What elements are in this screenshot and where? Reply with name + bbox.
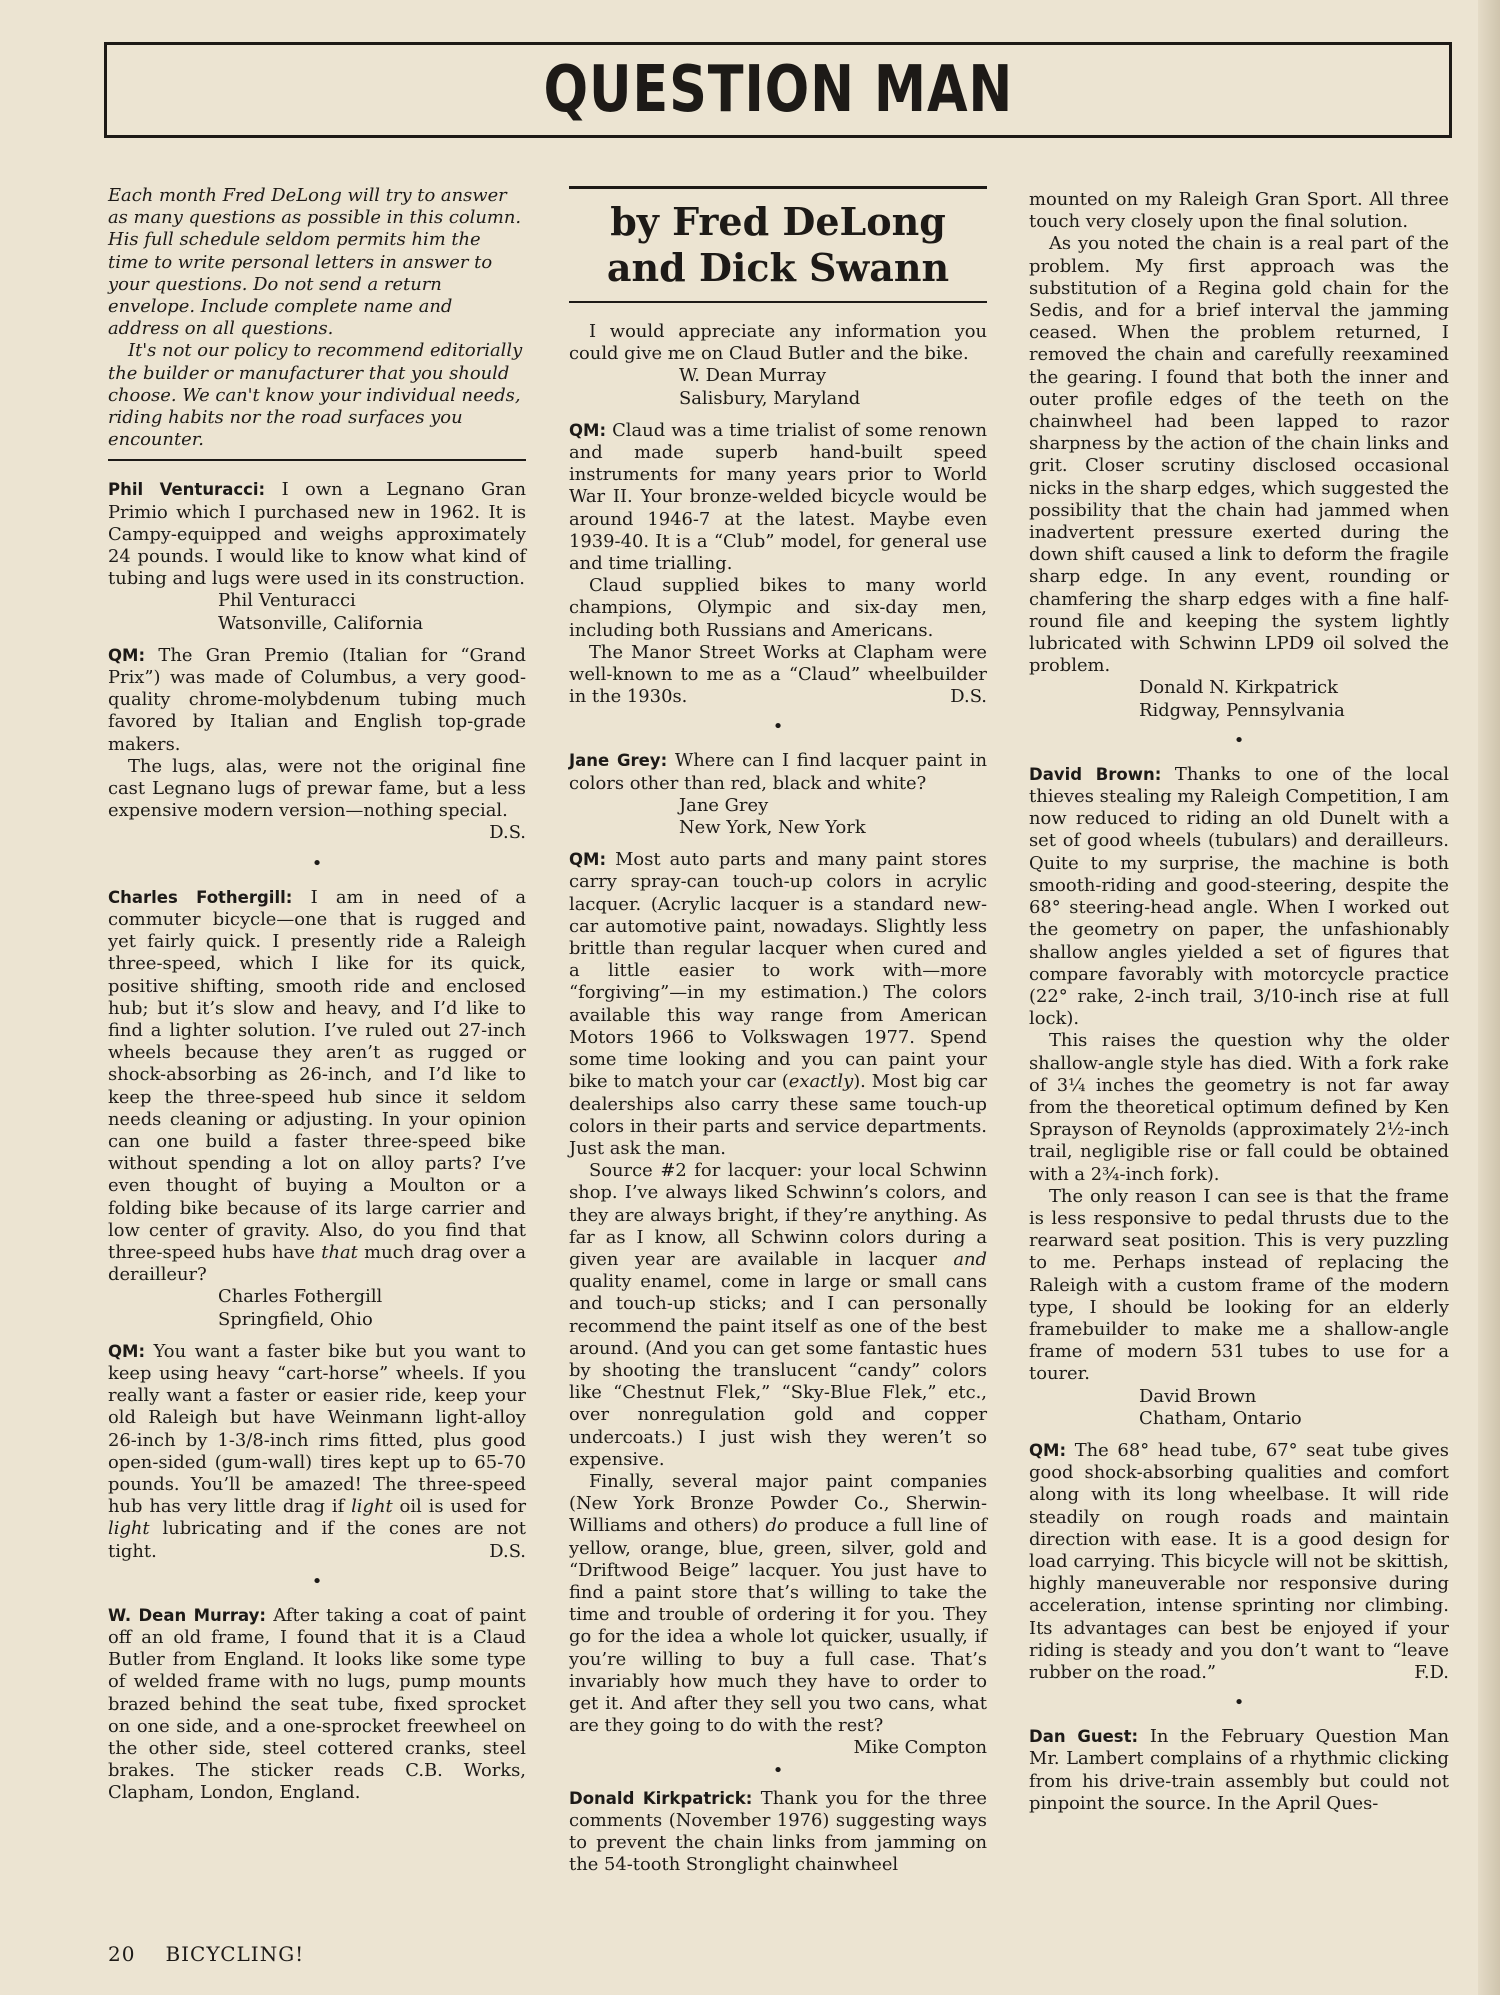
- signature: Phil Venturacci Watsonville, California: [218, 590, 424, 634]
- letter-author: W. Dean Murray:: [108, 1605, 267, 1625]
- letter-author: Phil Venturacci:: [108, 480, 266, 500]
- letter-author: Jane Grey:: [569, 751, 668, 771]
- byline-line: by Fred DeLong: [610, 199, 946, 244]
- byline: [569, 186, 987, 303]
- answer-text: The lugs, alas, were not the original fine cast Legnano lugs of prewar fame, but a less expensive modern version—nothing special.: [108, 755, 526, 822]
- answer-initials: D.S.: [489, 1540, 526, 1562]
- letter-venturacci: [108, 479, 526, 844]
- letter-author: David Brown:: [1029, 764, 1162, 784]
- column-3: [1029, 189, 1449, 1955]
- page-number: 20: [108, 1942, 136, 1966]
- answer-initials: D.S.: [950, 686, 987, 708]
- letter-grey: Jane Grey: Where can I find lacquer paint in colors other than red, black and white? Jane Grey New York, New York QM: Most auto parts and many paint stores carry spray-can touch-up colors in acrylic lacquer. (Acrylic lacquer is a standard new-car automotive paint, nowadays. Slightly less brittle than regular lacquer when cured and a little easier to work with—more “forgiving”—in my estimation.) The colors available this way range from American Motors 1966 to Volkswagen 1977. Spend some time looking and you can paint your bike to match your car (exactly). Most big car dealerships also carry these same touch-up colors in their parts and service departments. Just ask the man. Source #2 for lacquer: your local Schwinn shop. I’ve always liked Schwinn’s colors, and they are always bright, if they’re anything. As far as I know, all Schwinn colors during a given year are available in lacquer and quality enamel, come in large or small cans and touch-up sticks; and I can personally recommend the paint itself as one of the best around. (And you can get some fantastic hues by shooting the translucent “candy” colors like “Chestnut Flek,” “Sky-Blue Flek,” etc., over nonregulation gold and copper undercoats.) I just wish they weren’t so expensive. Finally, several major paint companies (New York Bronze Powder Co., Sherwin-Williams and others) do produce a full line of yellow, orange, blue, green, silver, gold and “Driftwood Beige” lacquer. You just have to find a paint store that’s willing to take the time and trouble of ordering it for you. They go for the idea a whole lot quicker, usually, if you’re willing to buy a full case. That’s invariably how much they have to order to get it. And after they sell you two cans, what are they going to do with the rest? Mike Compton: [569, 750, 987, 1759]
- answer-initials: F.D.: [1414, 1662, 1449, 1683]
- column-1: [108, 185, 526, 1955]
- answer-initials: D.S.: [489, 822, 526, 844]
- page-title: QUESTION MAN: [543, 53, 1013, 127]
- qm-label: QM:: [108, 1341, 146, 1361]
- letter-guest: Dan Guest: In the February Question Man Mr. Lambert complains of a rhythmic clicking from his drive-train assembly but could not pinpoint the source. In the April Ques-: [1029, 1726, 1450, 1814]
- section-bullet: •: [1233, 729, 1245, 751]
- letter-brown: David Brown: Thanks to one of the local thieves stealing my Raleigh Competition, I am now reduced to riding an old Dunelt with a set of good wheels (tubulars) and derailleurs. Quite to my surprise, the machine is both smooth-riding and good-steering, despite the 68° steering-head angle. When I worked out the geometry on paper, the unfashionably shallow angles yielded a set of figures that compare favorably with motorcycle practice (22° rake, 2-inch trail, 3/10-inch rise at full lock). This raises the question why the older shallow-angle style has died. With a fork rake of 3¼ inches the geometry is not far away from the theoretical optimum defined by Ken Sprayson of Reynolds (approximately 2½-inch trail, negligible rise or fall could be obtained with a 2¾-inch fork). The only reason I can see is that the frame is less responsive to pedal thrusts due to the rearward seat position. This is very puzzling to me. Perhaps instead of replacing the Raleigh with a custom frame of the modern type, I should be looking for an elderly framebuilder to make me a shallow-angle frame of modern 531 tubes to use for a tourer. David Brown Chatham, Ontario QM: The 68° head tube, 67° seat tube gives good shock-absorbing qualities and comfort along with its long wheelbase. It will ride steadily on rough roads and maintain direction with ease. It is a good design for load carrying. This bicycle will not be skittish, highly maneuverable nor responsive during acceleration, intense sprinting nor climbing. Its advantages can best be enjoyed if your riding is steady and you don’t want to “leave rubber on the road.” F.D.: [1029, 763, 1449, 1683]
- qm-label: QM:: [569, 850, 607, 870]
- answer-signoff: Mike Compton: [853, 1737, 987, 1759]
- signature: Donald N. Kirkpatrick Ridgway, Pennsylvania: [1139, 677, 1345, 721]
- intro-paragraph: It's not our policy to recommend editorially the builder or manufacturer that you should choose. We can't know your individual needs, riding habits nor the road surfaces you encounter.: [108, 340, 523, 451]
- letter-murray-continued: I would appreciate any information you could give me on Claud Butler and the bike. W. Dean Murray Salisbury, Maryland QM: Claud was a time trialist of some renown and made superb hand-built speed instruments for many years prior to World War II. Your bronze-welded bicycle would be around 1946-7 at the latest. Maybe even 1939-40. It is a “Club” model, for general use and time trialling. Claud supplied bikes to many world champions, Olympic and six-day men, including both Russians and Americans. The Manor Street Works at Clapham were well-known to me as a “Claud” wheelbuilder in the 1930s. D.S.: [569, 321, 987, 708]
- section-bullet: •: [311, 1570, 323, 1592]
- page-edge: [1478, 0, 1500, 1995]
- masthead: [104, 42, 1452, 138]
- qm-label: QM:: [108, 645, 146, 665]
- section-bullet: •: [1233, 1692, 1245, 1714]
- signature: W. Dean Murray Salisbury, Maryland: [679, 365, 861, 409]
- byline-line: and Dick Swann: [606, 245, 950, 290]
- letter-fothergill: Charles Fothergill: I am in need of a commuter bicycle—one that is rugged and yet fairly quick. I presently ride a Raleigh three-speed, which I like for its quick, positive shifting, smooth ride and enclosed hub; but it’s slow and heavy, and I’d like to find a lighter solution. I’ve ruled out 27-inch wheels because they aren’t as rugged or shock-absorbing as 26-inch, and I’d like to keep the three-speed hub since it seldom needs cleaning or adjusting. In your opinion can one build a faster three-speed bike without spending a lot on alloy parts? I’ve even thought of buying a Moulton or a folding bike because of its large carrier and low center of gravity. Also, do you find that three-speed hubs have that much drag over a derailleur? Charles Fothergill Springfield, Ohio QM: You want a faster bike but you want to keep using heavy “cart-horse” wheels. If you really want a faster or easier ride, keep your old Raleigh but have Weinmann light-alloy 26-inch by 1-3/8-inch rims fitted, plus good open-sided (gum-wall) tires kept up to 65-70 pounds. You’ll be amazed! The three-speed hub has very little drag if light oil is used for light lubricating and if the cones are not tight. D.S.: [108, 886, 526, 1562]
- qm-label: QM:: [569, 420, 607, 440]
- page-footer: [108, 1942, 334, 1966]
- letter-murray: W. Dean Murray: After taking a coat of paint off an old frame, I found that it is a Claud Butler from England. It looks like some type of welded frame with no lugs, pump mounts brazed behind the seat tube, fixed sprocket on one side, and a one-sprocket freewheel on the other side, steel cottered cranks, steel brakes. The sticker reads C.B. Works, Clapham, London, England.: [108, 1604, 526, 1804]
- letter-author: Donald Kirkpatrick:: [569, 1788, 753, 1808]
- qm-label: QM:: [1029, 1440, 1067, 1460]
- signature: Jane Grey New York, New York: [679, 794, 866, 839]
- letter-author: Dan Guest:: [1029, 1727, 1139, 1747]
- letter-text: I own a Legnano Gran Primio which I purchased new in 1962. It is Campy-equipped and weighs approximately 24 pounds. I would like to know what kind of tubing and lugs were used in its construction.: [108, 479, 526, 590]
- signature: Charles Fothergill Springfield, Ohio: [218, 1286, 383, 1330]
- letter-kirkpatrick: Donald Kirkpatrick: Thank you for the three comments (November 1976) suggesting ways to prevent the chain links from jamming on the 54-tooth Stronglight chainwheel: [569, 1787, 988, 1876]
- signature: David Brown Chatham, Ontario: [1139, 1385, 1302, 1429]
- magazine-name: BICYCLING!: [165, 1942, 305, 1966]
- section-bullet: •: [772, 716, 784, 738]
- letter-kirkpatrick-continued: mounted on my Raleigh Gran Sport. All three touch very closely upon the final solution. As you noted the chain is a real part of the problem. My first approach was the substitution of a Regina gold chain for the Sedis, and for a brief interval the jamming ceased. When the problem returned, I removed the chain and carefully reexamined the gearing. I found that both the inner and outer profile edges of the teeth on the chainwheel had been lapped to razor sharpness by the action of the chain links and grit. Closer scrutiny disclosed occasional nicks in the sharp edges, which suggested the possibility that the chain had jammed when inadvertent pressure exerted during the down shift caused a link to deform the fragile sharp edge. In any event, rounding or chamfering the sharp edges with a fine half-round file and keeping the system lightly lubricated with Schwinn LPD9 oil solved the problem. Donald N. Kirkpatrick Ridgway, Pennsylvania: [1029, 189, 1449, 721]
- column-2: [569, 186, 987, 1955]
- answer-text: The Gran Premio (Italian for “Grand Prix”) was made of Columbus, a very good-quality chrome-molybdenum tubing much favored by Italian and English top-grade makers.: [108, 644, 526, 755]
- intro-note: [108, 185, 526, 461]
- intro-paragraph: Each month Fred DeLong will try to answer as many questions as possible in this column. His full schedule seldom permits him the time to write personal letters in answer to your questions. Do not send a return envelope. Include complete name and address on all questions.: [108, 185, 522, 340]
- section-bullet: •: [311, 852, 323, 874]
- letter-author: Charles Fothergill:: [108, 887, 293, 907]
- section-bullet: •: [772, 1759, 784, 1781]
